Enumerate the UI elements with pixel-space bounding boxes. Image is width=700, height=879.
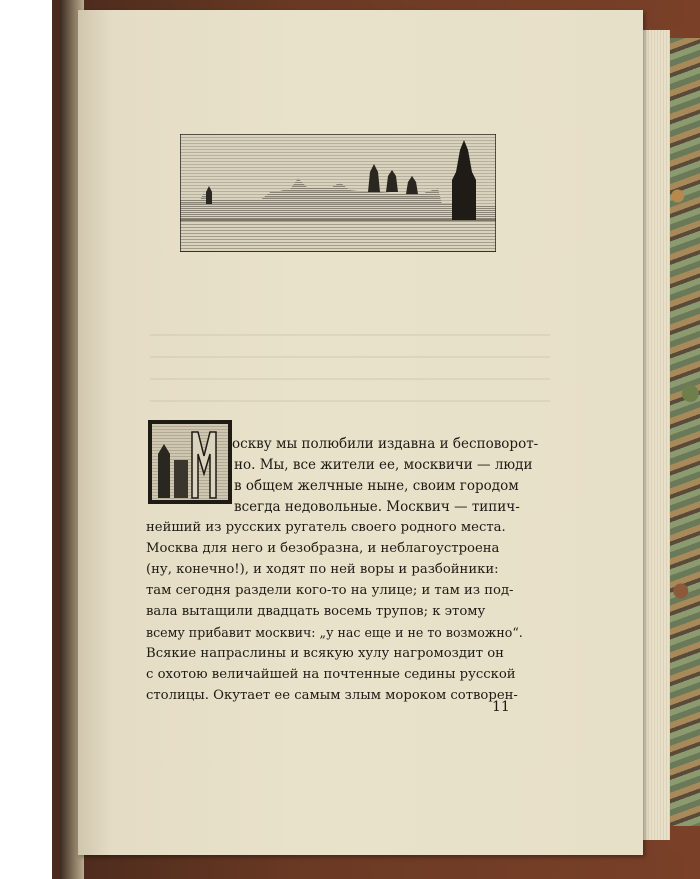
page-edges: [640, 30, 670, 840]
text-line-1: оскву мы полюбили издавна и бесповорот-: [232, 436, 539, 452]
text-line-12: с охотою величайшей на почтенные седины русской: [146, 667, 516, 682]
text-line-8: там сегодня раздели кого-то на улице; и там из под-: [146, 583, 514, 598]
page-number: 11: [492, 699, 510, 715]
text-line-10: всему прибавит москвич: „у нас еще и не то возможно“.: [146, 625, 523, 640]
cover-edge-bottom: [668, 826, 700, 850]
drop-cap-initial: [148, 420, 232, 504]
marbled-endpaper: [668, 38, 700, 828]
text-line-7: (ну, конечно!), и ходят по ней воры и разбойники:: [146, 562, 499, 577]
text-line-9: вала вытащили двадцать восемь трупов; к этому: [146, 604, 486, 619]
show-through-text: [150, 320, 550, 410]
text-line-5: нейший из русских ругатель своего родного места.: [146, 520, 506, 535]
text-line-4: всегда недовольные. Москвич — типич-: [234, 499, 520, 515]
text-line-6: Москва для него и безобразна, и неблагоустроена: [146, 541, 500, 556]
text-line-11: Всякие напраслины и всякую хулу нагромоздит он: [146, 646, 504, 661]
text-line-13: столицы. Окутает ее самым злым мороком сотворен-: [146, 688, 518, 703]
text-line-3: в общем желчные ныне, своим городом: [234, 478, 519, 494]
kremlin-engraving: [180, 134, 496, 252]
text-line-2: но. Мы, все жители ее, москвичи — люди: [234, 457, 533, 473]
